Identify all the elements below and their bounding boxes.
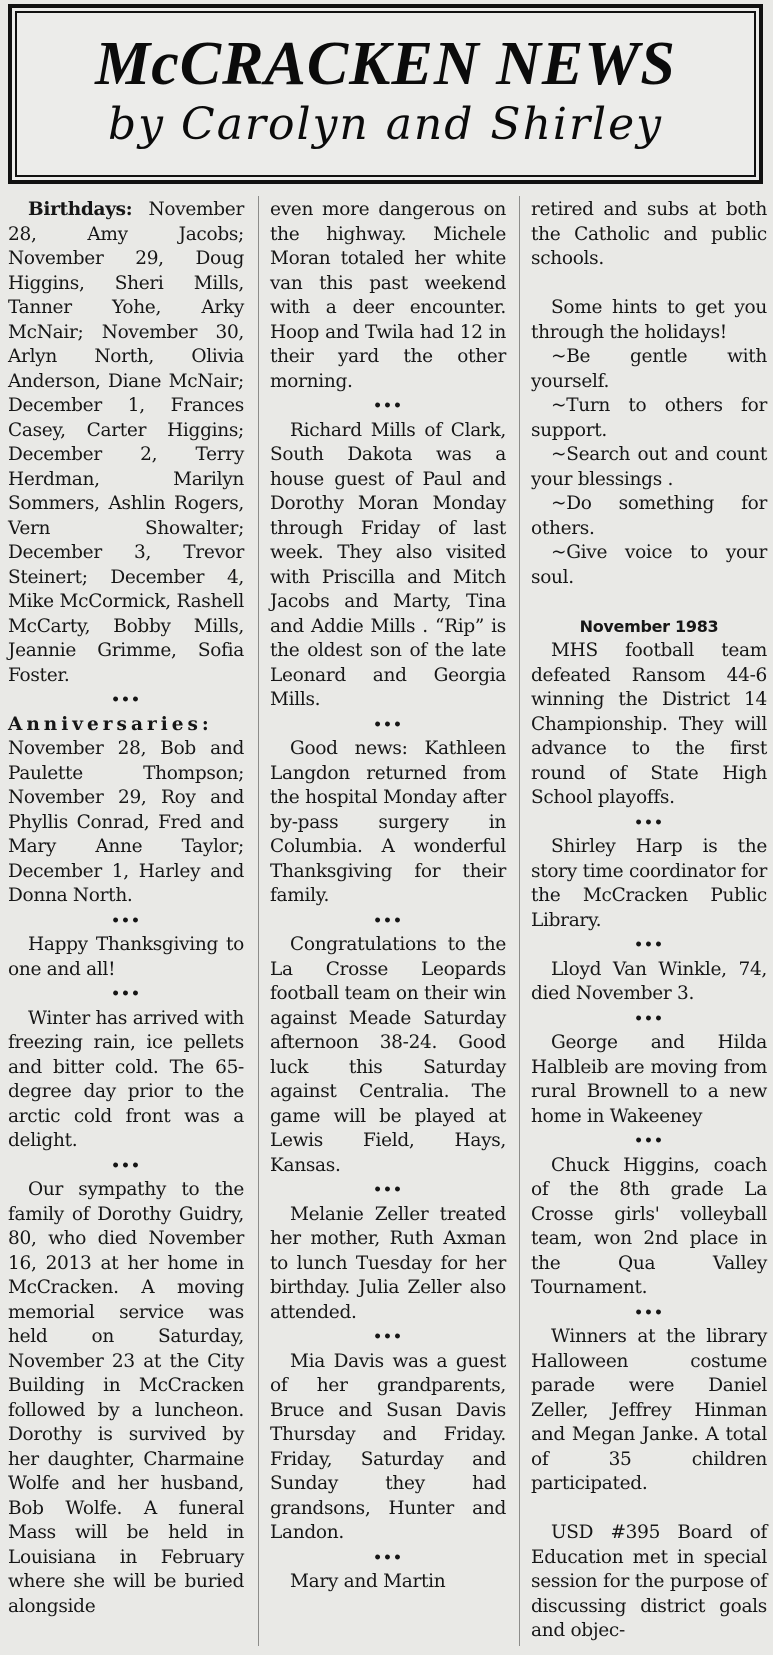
separator: ••• (373, 912, 403, 929)
hints-intro: Some hints to get you through the holidays! (531, 297, 767, 343)
usd-item: USD #395 Board of Education met in special session for the purpose of discussing district goals and objec- (531, 1522, 767, 1641)
winter-item: Winter has arrived with freezing rain, ice pellets and bitter cold. The 65-degree day prior to the arctic cold front was a delight. (8, 1007, 244, 1151)
column-1 (8, 198, 244, 1619)
spacer (531, 1497, 767, 1522)
separator: ••• (373, 716, 403, 733)
masthead (8, 4, 763, 184)
harp-item: Shirley Harp is the story time coordinator for the McCracken Public Library. (531, 836, 767, 931)
anniversaries-text: November 28, Bob and Paulette Thompson; November 29, Roy and Phyllis Conrad, Fred and Mary Anne Taylor; December 1, Harley and Donna North. (8, 738, 244, 906)
separator: ••• (634, 937, 664, 953)
column-divider (258, 196, 259, 1646)
winners-item: Winners at the library Halloween costume parade were Daniel Zeller, Jeffrey Hinman and Megan Janke. A total of 35 children participated. (531, 1326, 767, 1494)
mary-martin-item: Mary and Martin (290, 1571, 446, 1592)
birthdays-label: Birthdays: (28, 199, 133, 220)
hint-item: ~Do something for others. (531, 493, 767, 539)
van-winkle-item: Lloyd Van Winkle, 74, died November 3. (531, 958, 767, 1004)
leopards-item: Congratulations to the La Crosse Leopards football team on their win against Meade Saturday afternoon 38-24. Good luck this Saturday against Centralia. The game will be played at Lewis Field, Hays, Kansas. (270, 934, 506, 1176)
hint-item: ~Turn to others for support. (531, 395, 767, 441)
spacer (531, 590, 767, 615)
section-heading-1983: November 1983 (579, 616, 719, 636)
birthdays-text: November 28, Amy Jacobs; November 29, Doug Higgins, Sheri Mills, Tanner Yohe, Arky McNair; November 30, Arlyn North, Olivia Anderson, Diane McNair; December 1, Frances Casey, Carter Higgins; December 2, Terry Herdman, Marilyn Sommers, Ashlin Rogers, Vern Showalter; December 3, Trevor Steinert; December 4, Mike McCormick, Rashell McCarty, Bobby Mills, Jeannie Grimme, Sofia Foster. (8, 199, 244, 686)
deer-item: even more dangerous on the highway. Michele Moran totaled her white van this past weekend with a deer encounter. Hoop and Twila had 12 in their yard the other morning. (270, 199, 506, 392)
separator: ••• (373, 1329, 403, 1345)
anniversaries-label: Anniversaries: (8, 713, 213, 735)
richard-mills-item: Richard Mills of Clark, South Dakota was a house guest of Paul and Dorothy Moran Monday through Friday of last week. They also visited with Priscilla and Mitch Jacobs and Marty, Tina and Addie Mills . “Rip” is the oldest son of the late Leonard and Georgia Mills. (270, 419, 506, 710)
separator: ••• (634, 814, 664, 831)
sympathy-item: Our sympathy to the family of Dorothy Guidry, 80, who died November 16, 2013 at her home in McCracken. A moving memorial service was held on Saturday, November 23 at the City Building in McCracken followed by a luncheon. Dorothy is survived by her daughter, Charmaine Wolfe and her husband, Bob Wolfe. A funeral Mass will be held in Louisiana in February where she will be buried alongside (8, 1179, 244, 1617)
spacer (531, 272, 767, 297)
melanie-item: Melanie Zeller treated her mother, Ruth Axman to lunch Tuesday for her birthday. Julia Zeller also attended. (270, 1203, 506, 1323)
hint-item: ~Give voice to your soul. (531, 542, 767, 588)
separator: ••• (373, 398, 403, 414)
good-news-item: Good news: Kathleen Langdon returned from the hospital Monday after by-pass surgery in Columbia. A wonderful Thanksgiving for their family. (270, 738, 506, 906)
separator: ••• (373, 1549, 403, 1566)
separator: ••• (634, 1133, 664, 1149)
separator: ••• (111, 692, 141, 708)
separator: ••• (634, 1010, 664, 1027)
mhs-item: MHS football team defeated Ransom 44-6 winning the District 14 Championship. They will advance to the first round of State High School playoffs. (531, 640, 767, 808)
column-divider (519, 196, 520, 1646)
hint-item: ~Be gentle with yourself. (531, 346, 767, 392)
halbleib-item: George and Hilda Halbleib are moving from rural Brownell to a new home in Wakeeney (531, 1032, 767, 1127)
column-2 (270, 198, 506, 1595)
thanksgiving-item: Happy Thanksgiving to one and all! (8, 934, 244, 980)
hint-item: ~Search out and count your blessings . (531, 444, 767, 490)
birthdays-item (8, 198, 244, 688)
separator: ••• (111, 986, 141, 1002)
separator: ••• (111, 912, 141, 929)
masthead-frame (15, 11, 756, 177)
column-3 (531, 198, 767, 1644)
separator: ••• (634, 1304, 664, 1321)
separator: ••• (111, 1157, 141, 1174)
chuck-higgins-item: Chuck Higgins, coach of the 8th grade La Crosse girls' volleyball team, won 2nd place in the Qua Valley Tournament. (531, 1154, 767, 1298)
retired-item: retired and subs at both the Catholic and public schools. (531, 199, 767, 269)
separator: ••• (373, 1182, 403, 1198)
column-title: McCRACKEN NEWS (95, 30, 676, 98)
mia-item: Mia Davis was a guest of her grandparents, Bruce and Susan Davis Thursday and Friday. Friday, Saturday and Sunday they had grandsons, Hunter and Landon. (270, 1350, 506, 1543)
byline: by Carolyn and Shirley (108, 99, 663, 150)
anniversaries-item (8, 713, 244, 909)
